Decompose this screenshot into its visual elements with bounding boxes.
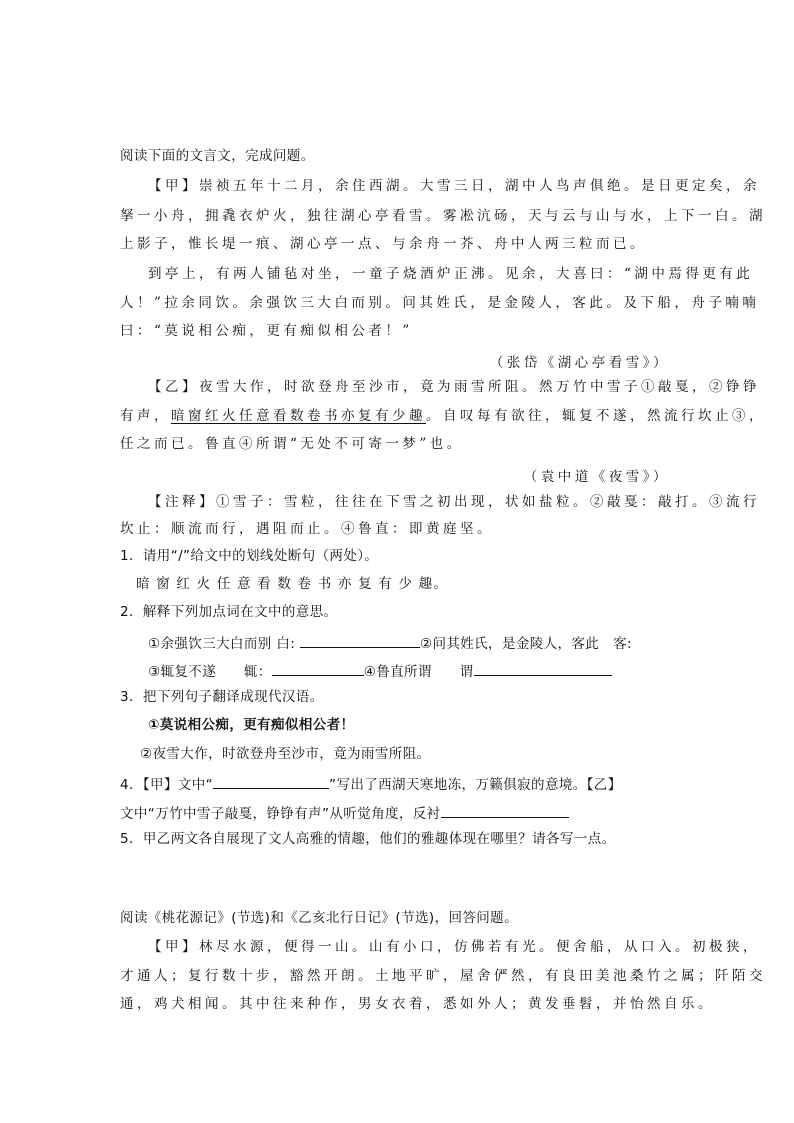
jia-source: （张岱《湖心亭看雪》） bbox=[489, 355, 670, 371]
p2-jia-line2: 才通人；复行数十步，豁然开朗。土地平旷，屋舍俨然，有良田美池桑竹之属；阡陌交 bbox=[120, 968, 766, 984]
jia-p2-line2: 人！”拉余同饮。余强饮三大白而别。问其姓氏，是金陵人，客此。及下船，舟子喃喃 bbox=[120, 295, 760, 311]
jia-p1-line1: 【甲】崇祯五年十二月，余住西湖。大雪三日，湖中人鸟声俱绝。是日更定矣，余 bbox=[148, 178, 760, 194]
q2-blank-c[interactable] bbox=[272, 663, 364, 676]
yi-line2-pre: 有声， bbox=[120, 408, 171, 424]
question-1-sentence: 暗 窗 红 火 任 意 看 数 卷 书 亦 复 有 少 趣。 bbox=[136, 576, 449, 592]
yi-source: （袁中道《夜雪》） bbox=[523, 469, 670, 485]
q4-blank-1[interactable] bbox=[213, 776, 329, 789]
yi-line1: 【乙】夜雪大作，时欲登舟至沙市，竟为雨雪所阻。然万竹中雪子①敲戛，②铮铮 bbox=[148, 379, 760, 395]
question-3b: ②夜雪大作，时欲登舟至沙市，竟为雨雪所阻。 bbox=[140, 746, 431, 762]
yi-line2-post: 。自叹每有欲往，辄复不遂，然流行坎止③， bbox=[426, 408, 766, 424]
jia-p1-line2: 拏一小舟，拥毳衣炉火，独往湖心亭看雪。雾凇沆砀，天与云与山与水，上下一白。湖 bbox=[120, 208, 766, 224]
question-2-row1 bbox=[148, 635, 632, 652]
passage2-intro: 阅读《桃花源记》(节选)和《乙亥北行日记》(节选)，回答问题。 bbox=[120, 910, 518, 926]
q4-mid: ”写出了西湖天寒地冻，万籁俱寂的意境。【乙】 bbox=[329, 777, 622, 793]
question-5: 5．甲乙两文各自展现了文人高雅的情趣，他们的雅趣体现在哪里？请各写一点。 bbox=[120, 831, 616, 847]
q4-line2: 文中“万竹中雪子敲戛，铮铮有声”从听觉角度，反衬 bbox=[120, 806, 441, 822]
question-1: 1．请用“/”给文中的划线处断句（两处）。 bbox=[120, 548, 379, 564]
q4-pre: 4．【甲】文中“ bbox=[120, 777, 214, 793]
yi-line2 bbox=[120, 410, 766, 424]
q2-item-c: ③辄复不遂 辄： bbox=[148, 664, 272, 680]
q2-blank-d[interactable] bbox=[474, 663, 612, 676]
question-2-row2 bbox=[148, 663, 612, 680]
p2-jia-line1: 【甲】林尽水源，便得一山。山有小口，仿佛若有光。便舍船，从口入。初极狭， bbox=[148, 939, 760, 955]
jia-p2-line3: 曰：“莫说相公痴，更有痴似相公者！” bbox=[120, 323, 413, 339]
passage1-intro: 阅读下面的文言文，完成问题。 bbox=[120, 148, 315, 164]
underlined-sentence: 暗窗红火任意看数卷书亦复有少趣 bbox=[171, 408, 426, 424]
question-4-line1 bbox=[120, 776, 622, 793]
q2-item-b: ②问其姓氏，是金陵人，客此 客: bbox=[419, 636, 633, 652]
jia-p1-line3: 上影子，惟长堤一痕、湖心亭一点、与余舟一芥、舟中人两三粒而已。 bbox=[120, 236, 647, 252]
q2-blank-a[interactable] bbox=[300, 635, 420, 648]
question-2: 2．解释下列加点词在文中的意思。 bbox=[120, 604, 338, 620]
q4-blank-2[interactable] bbox=[441, 805, 569, 818]
q2-item-a: ①余强饮三大白而别 白: bbox=[148, 636, 296, 652]
question-3: 3．把下列句子翻译成现代汉语。 bbox=[120, 689, 324, 705]
notes-line1: 【注释】①雪子：雪粒，往往在下雪之初出现，状如盐粒。②敲戛：敲打。③流行 bbox=[148, 494, 760, 510]
q2-item-d: ④鲁直所谓 谓 bbox=[363, 664, 474, 680]
jia-p2-line1: 到亭上，有两人铺毡对坐，一童子烧酒炉正沸。见余，大喜曰：“湖中焉得更有此 bbox=[148, 266, 754, 282]
p2-jia-line3: 通，鸡犬相闻。其中往来种作，男女衣着，悉如外人；黄发垂髫，并怡然自乐。 bbox=[120, 996, 715, 1012]
yi-line3: 任之而已。鲁直④所谓“无处不可寄一梦”也。 bbox=[120, 436, 464, 452]
notes-line2: 坎止：顺流而行，遇阻而止。④鲁直：即黄庭坚。 bbox=[120, 521, 494, 537]
question-4-line2 bbox=[120, 805, 569, 822]
question-3a: ①莫说相公痴，更有痴似相公者！ bbox=[148, 717, 355, 733]
